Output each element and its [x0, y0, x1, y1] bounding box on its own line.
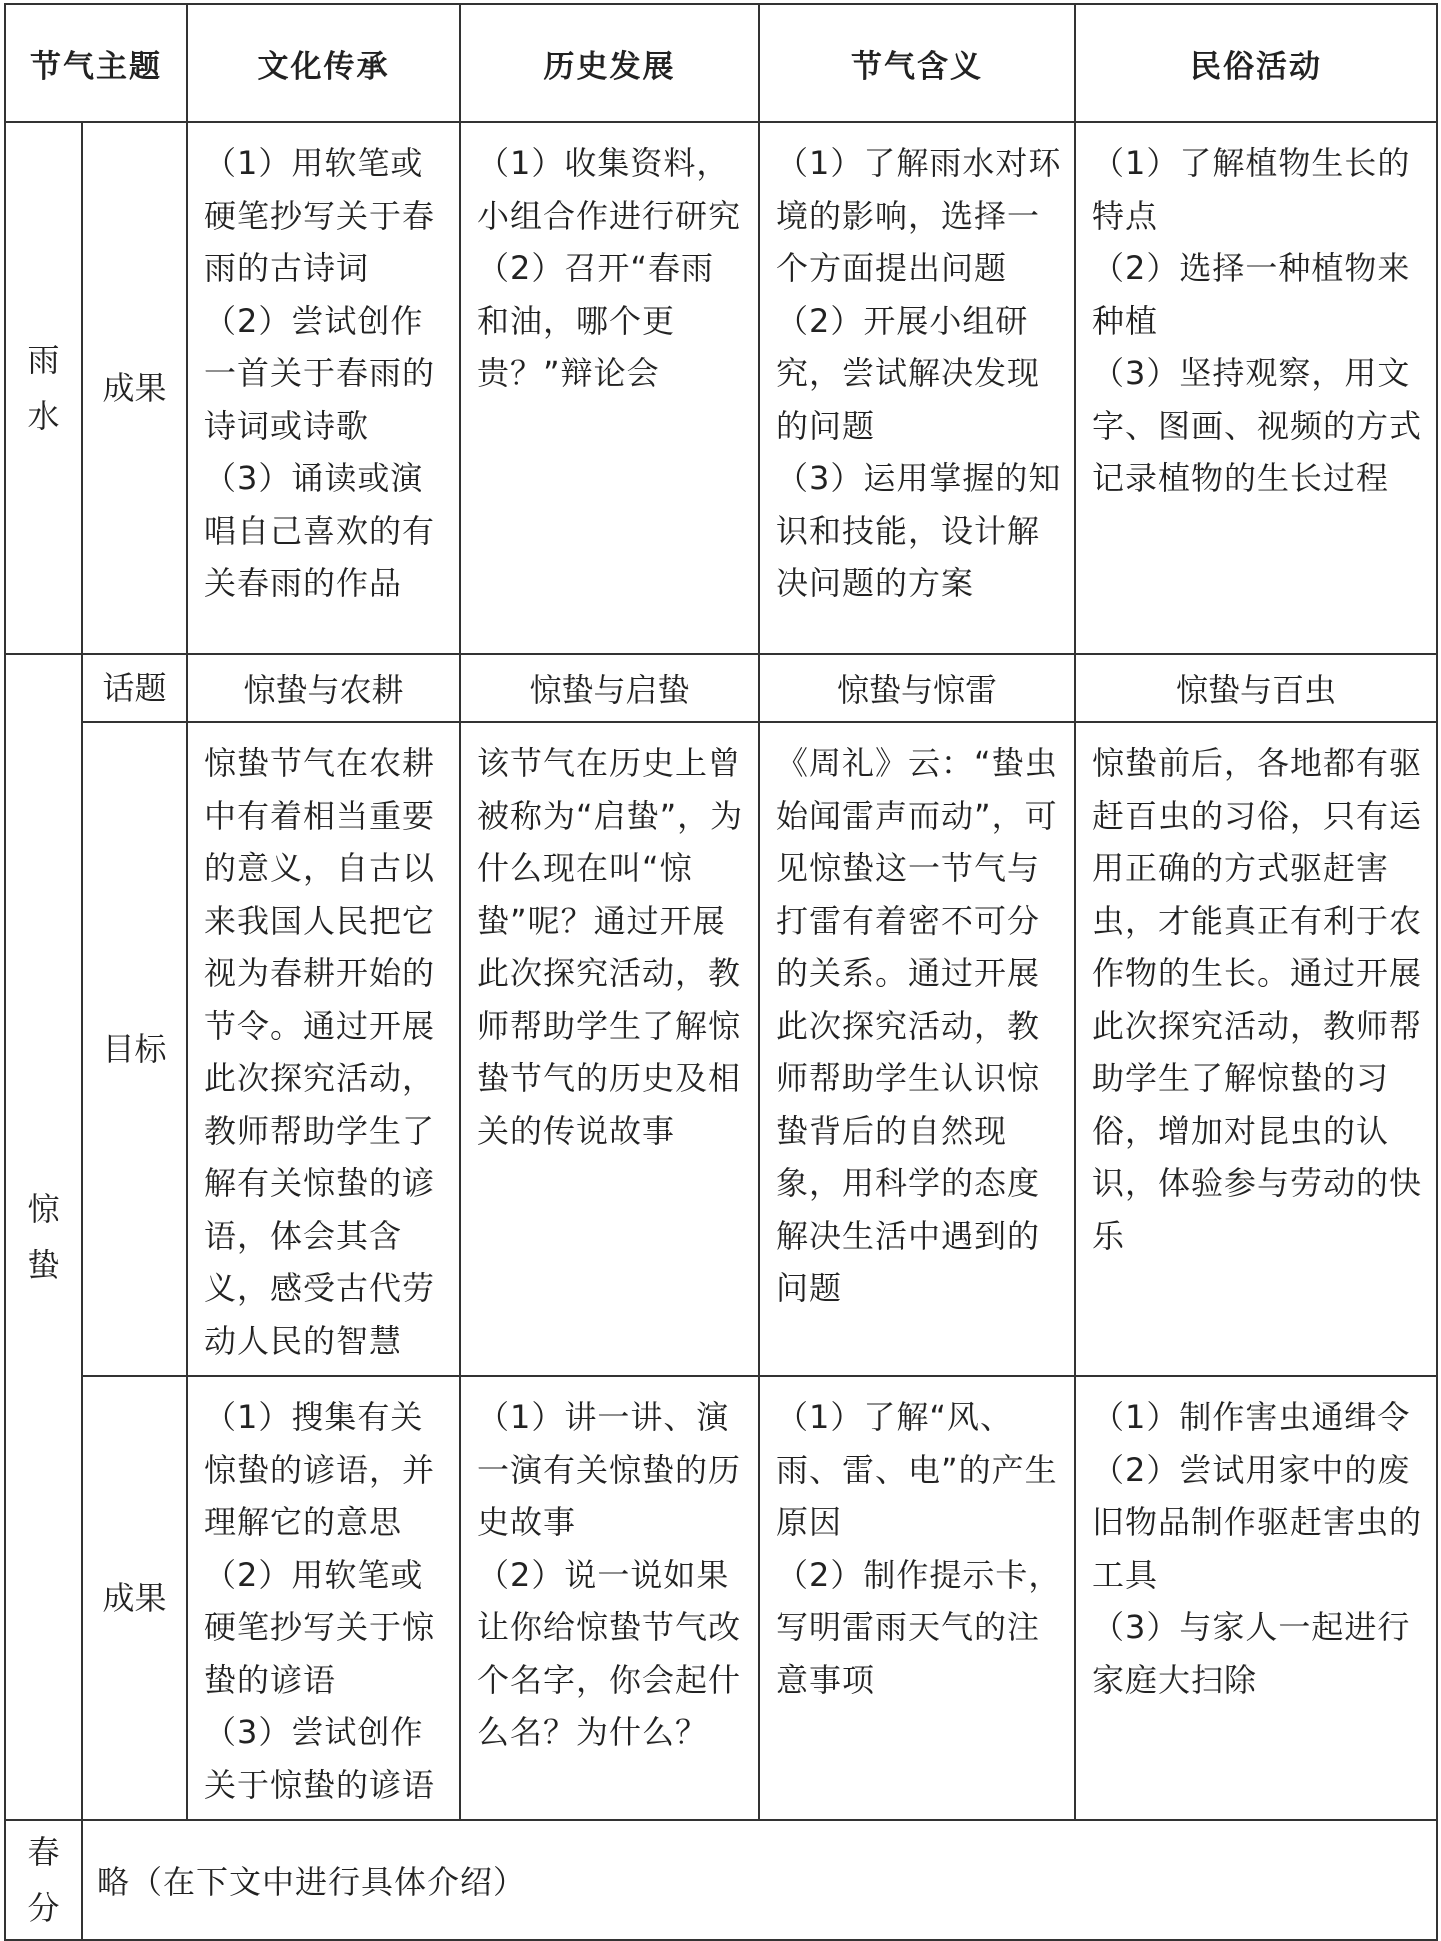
jingzhe-topic-history: 惊蛰与启蛰	[460, 654, 759, 722]
jingzhe-result-label: 成果	[82, 1376, 187, 1820]
term-jingzhe: 惊 蛰	[5, 654, 82, 1820]
header-history: 历史发展	[460, 4, 759, 122]
jingzhe-goal-row	[5, 722, 1437, 1376]
chunfen-note: 略（在下文中进行具体介绍）	[82, 1820, 1437, 1940]
solar-term-plan-table	[4, 3, 1438, 1941]
chunfen-row	[5, 1820, 1437, 1940]
yushui-result-row	[5, 122, 1437, 654]
yushui-result-custom: （1）了解植物生长的特点 （2）选择一种植物来种植 （3）坚持观察，用文字、图画、视频的方式记录植物的生长过程	[1075, 122, 1437, 654]
jingzhe-goal-label: 目标	[82, 722, 187, 1376]
jingzhe-goal-culture: 惊蛰节气在农耕中有着相当重要的意义，自古以来我国人民把它视为春耕开始的节令。通过开展此次探究活动，教师帮助学生了解有关惊蛰的谚语，体会其含义，感受古代劳动人民的智慧	[187, 722, 460, 1376]
jingzhe-result-custom: （1）制作害虫通缉令 （2）尝试用家中的废旧物品制作驱赶害虫的工具 （3）与家人一起进行家庭大扫除	[1075, 1376, 1437, 1820]
jingzhe-goal-history: 该节气在历史上曾被称为“启蛰”，为什么现在叫“惊蛰”呢？通过开展此次探究活动，教师帮助学生了解惊蛰节气的历史及相关的传说故事	[460, 722, 759, 1376]
jingzhe-result-row	[5, 1376, 1437, 1820]
jingzhe-topic-label: 话题	[82, 654, 187, 722]
header-culture: 文化传承	[187, 4, 460, 122]
jingzhe-goal-meaning: 《周礼》云：“蛰虫始闻雷声而动”，可见惊蛰这一节气与打雷有着密不可分的关系。通过开展此次探究活动，教师帮助学生认识惊蛰背后的自然现象，用科学的态度解决生活中遇到的问题	[759, 722, 1075, 1376]
term-yushui: 雨 水	[5, 122, 82, 654]
jingzhe-result-history: （1）讲一讲、演一演有关惊蛰的历史故事 （2）说一说如果让你给惊蛰节气改个名字，你会起什么名？为什么？	[460, 1376, 759, 1820]
jingzhe-topic-row	[5, 654, 1437, 722]
jingzhe-topic-custom: 惊蛰与百虫	[1075, 654, 1437, 722]
header-meaning: 节气含义	[759, 4, 1075, 122]
jingzhe-result-culture: （1）搜集有关惊蛰的谚语，并理解它的意思 （2）用软笔或硬笔抄写关于惊蛰的谚语 （3）尝试创作关于惊蛰的谚语	[187, 1376, 460, 1820]
yushui-result-meaning: （1）了解雨水对环境的影响，选择一个方面提出问题 （2）开展小组研究，尝试解决发现的问题 （3）运用掌握的知识和技能，设计解决问题的方案	[759, 122, 1075, 654]
yushui-result-history: （1）收集资料，小组合作进行研究 （2）召开“春雨和油，哪个更贵？”辩论会	[460, 122, 759, 654]
yushui-result-culture: （1）用软笔或硬笔抄写关于春雨的古诗词 （2）尝试创作一首关于春雨的诗词或诗歌 （3）诵读或演唱自己喜欢的有关春雨的作品	[187, 122, 460, 654]
term-chunfen: 春 分	[5, 1820, 82, 1940]
jingzhe-topic-culture: 惊蛰与农耕	[187, 654, 460, 722]
header-custom: 民俗活动	[1075, 4, 1437, 122]
jingzhe-result-meaning: （1）了解“风、雨、雷、电”的产生原因 （2）制作提示卡，写明雷雨天气的注意事项	[759, 1376, 1075, 1820]
header-theme: 节气主题	[5, 4, 187, 122]
jingzhe-topic-meaning: 惊蛰与惊雷	[759, 654, 1075, 722]
yushui-result-label: 成果	[82, 122, 187, 654]
header-row	[5, 4, 1437, 122]
jingzhe-goal-custom: 惊蛰前后，各地都有驱赶百虫的习俗，只有运用正确的方式驱赶害虫，才能真正有利于农作物的生长。通过开展此次探究活动，教师帮助学生了解惊蛰的习俗，增加对昆虫的认识，体验参与劳动的快乐	[1075, 722, 1437, 1376]
